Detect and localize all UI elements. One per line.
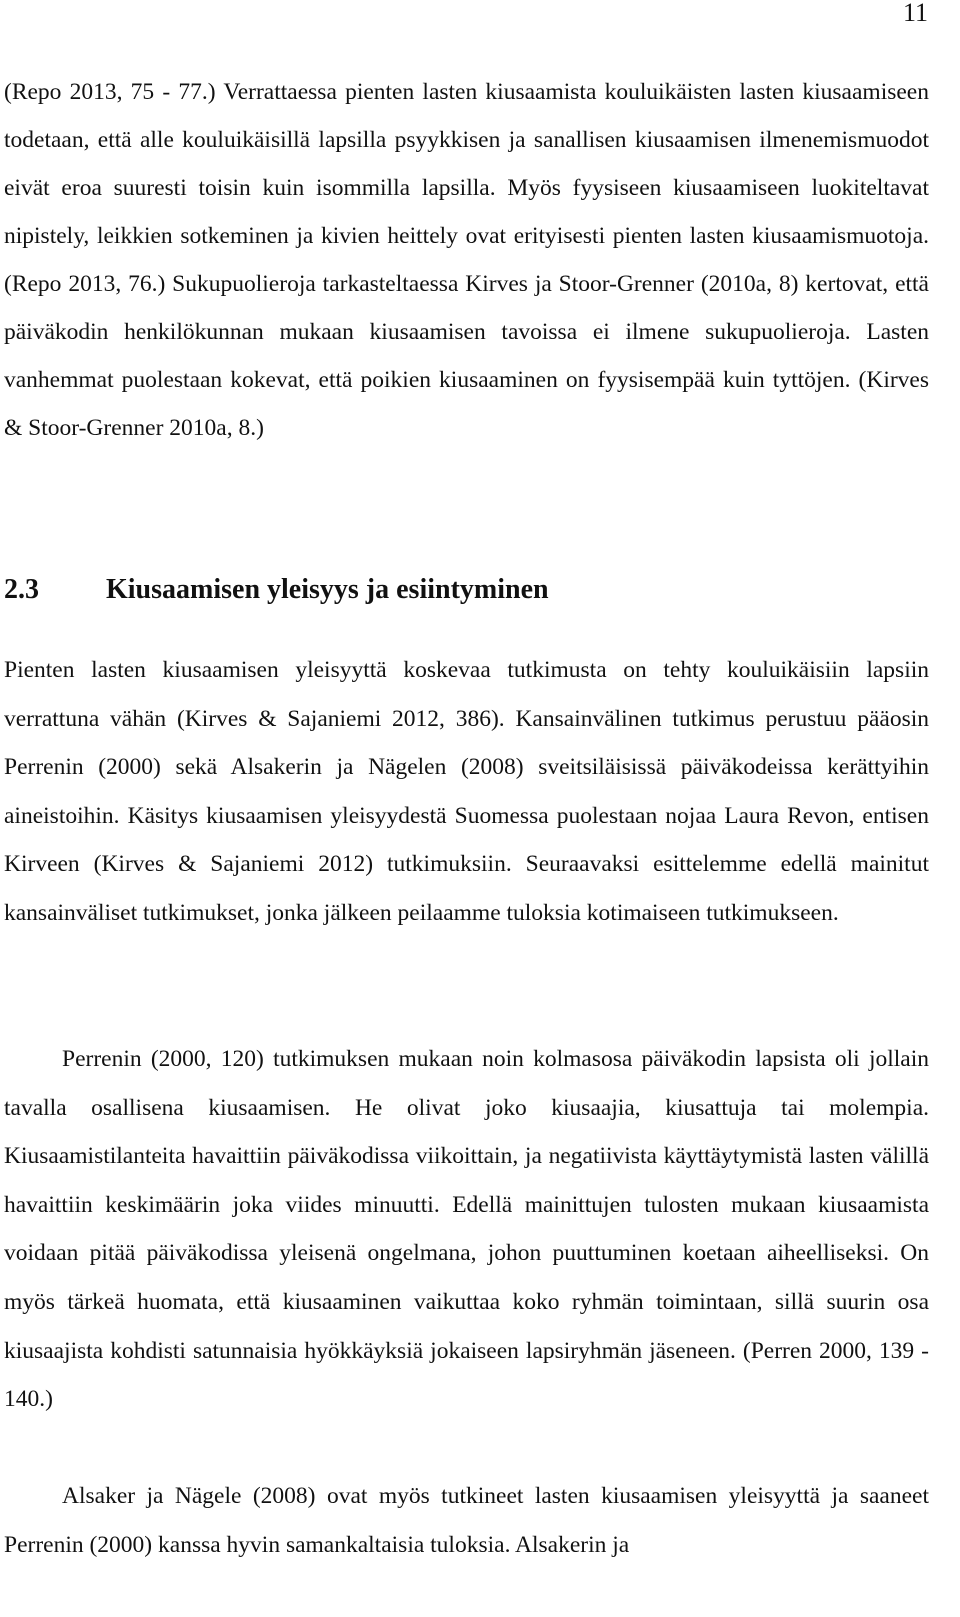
paragraph: Perrenin (2000, 120) tutkimuksen mukaan noin kolmasosa päiväkodin lapsista oli jollain tavalla osallisena kiusaamisen. He olivat joko kiusaajia, kiusattuja tai molempia. Kiusaamistilanteita havaittiin päiväkodissa viikoittain, ja negatiivista käyttäytymistä lasten välillä havaittiin keskimäärin joka viides minuutti. Edellä mainittujen tulosten mukaan kiusaamista voidaan pitää päiväkodissa yleisenä ongelmana, johon puuttuminen koetaan aiheelliseksi. On myös tärkeä huomata, että kiusaaminen vaikuttaa koko ryhmän toimintaan, sillä suurin osa kiusaajista kohdisti satunnaisia hyökkäyksiä jokaiseen lapsiryhmän jäseneen. (Perren 2000, 139 - 140.): [4, 1046, 929, 1413]
section-heading: [4, 570, 549, 610]
paragraph: (Repo 2013, 75 - 77.) Verrattaessa pienten lasten kiusaamista kouluikäisten lasten kiusaamiseen todetaan, että alle kouluikäisillä lapsilla psyykkisen ja sanallisen kiusaamisen ilmenemismuodot eivät eroa suuresti toisin kuin isommilla lapsilla. Myös fyysiseen kiusaamiseen luokiteltavat nipistely, leikkien sotkeminen ja kivien heittely ovat erityisesti pienten lasten kiusaamismuotoja. (Repo 2013, 76.) Sukupuolieroja tarkasteltaessa Kirves ja Stoor-Grenner (2010a, 8) kertovat, että päiväkodin henkilökunnan mukaan kiusaamisen tavoissa ei ilmene sukupuolieroja. Lasten vanhemmat puolestaan kokevat, että poikien kiusaaminen on fyysisempää kuin tyttöjen. (Kirves & Stoor-Grenner 2010a, 8.): [4, 79, 929, 441]
paragraph: Pienten lasten kiusaamisen yleisyyttä koskevaa tutkimusta on tehty kouluikäisiin lapsiin verrattuna vähän (Kirves & Sajaniemi 2012, 386). Kansainvälinen tutkimus perustuu pääosin Perrenin (2000) sekä Alsakerin ja Nägelen (2008) sveitsiläisissä päiväkodeissa kerättyihin aineistoihin. Käsitys kiusaamisen yleisyydestä Suomessa puolestaan nojaa Laura Revon, entisen Kirveen (Kirves & Sajaniemi 2012) tutkimuksiin. Seuraavaksi esittelemme edellä mainitut kansainväliset tutkimukset, jonka jälkeen peilaamme tuloksia kotimaiseen tutkimukseen.: [4, 657, 929, 926]
section-title: Kiusaamisen yleisyys ja esiintyminen: [106, 574, 549, 605]
section-number: 2.3: [4, 574, 39, 605]
page-number: 11: [902, 0, 928, 27]
paragraph: Alsaker ja Nägele (2008) ovat myös tutkineet lasten kiusaamisen yleisyyttä ja saaneet Perrenin (2000) kanssa hyvin samankaltaisia tuloksia. Alsakerin ja: [4, 1483, 929, 1558]
